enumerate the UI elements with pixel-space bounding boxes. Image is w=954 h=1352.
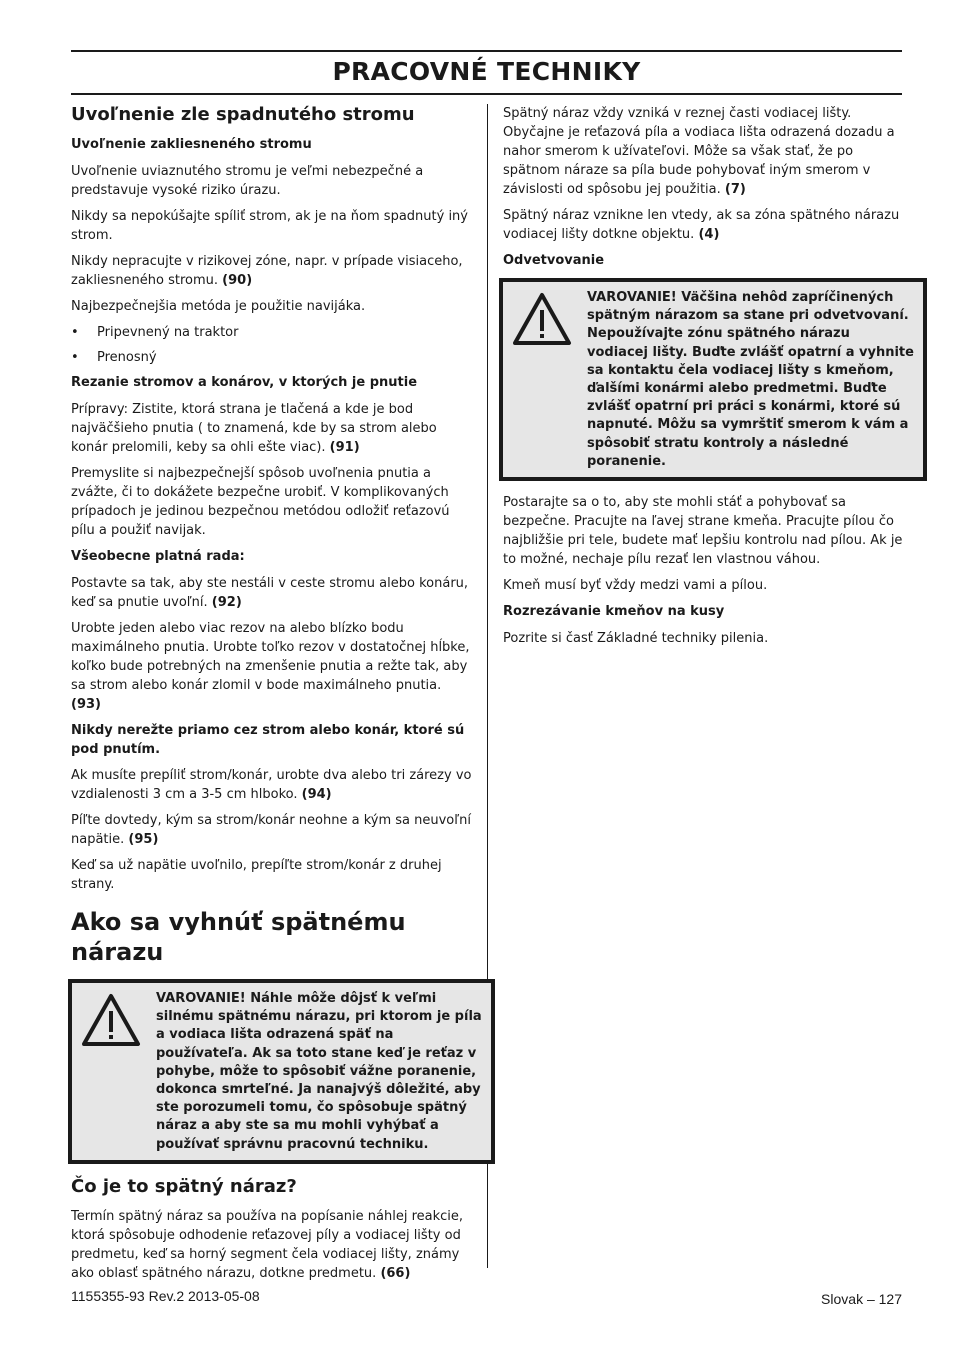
figure-ref: (95) — [128, 832, 159, 847]
paragraph: Najbezpečnejšia metóda je použitie navijáka. — [71, 299, 366, 314]
figure-ref: (4) — [698, 227, 720, 242]
paragraph: Ak musíte prepíliť strom/konár, urobte dva alebo tri zárezy vo vzdialenosti 3 cm a 3-5 cm hlboko. (94) — [71, 768, 472, 802]
page-title: PRACOVNÉ TECHNIKY — [332, 57, 641, 86]
warning-box — [68, 979, 495, 1164]
paragraph: Spätný náraz vznikne len vtedy, ak sa zóna spätného nárazu vodiacej lišty dotkne objektu. (4) — [503, 208, 900, 242]
figure-ref: (93) — [71, 697, 101, 712]
paragraph: Prípravy: Zistite, ktorá strana je tlačená a kde je bod najväčšieho pnutia ( to znamená, kde by sa strom alebo konár prelomili, keby sa ohli ešte viac). (91) — [71, 402, 437, 455]
subheading-general-advice: Všeobecne platná rada: — [71, 549, 245, 564]
paragraph: Postarajte sa o to, aby ste mohli stáť a pohybovať sa bezpečne. Pracujte na ľavej strane kmeňa. Pracujte pílou čo najbližšie pri tele, budete mať lepšiu kontrolu nad pílou. Ak je to možné, nechaje pílu rezať len vlastnou váhou. — [503, 495, 903, 568]
bullet-icon: • — [71, 350, 79, 365]
section-heading-stuck-tree: Uvoľnenie zle spadnutého stromu — [71, 104, 415, 125]
paragraph-bold: Nikdy nerežte priamo cez strom alebo konár, ktoré sú pod pnutím. — [71, 723, 465, 757]
subheading-stuck-tree: Uvoľnenie zakliesneného stromu — [71, 137, 312, 152]
paragraph: Kmeň musí byť vždy medzi vami a pílou. — [503, 578, 768, 594]
paragraph: Keď sa už napätie uvoľnilo, prepíľte strom/konár z druhej strany. — [71, 858, 442, 892]
paragraph: Nikdy nepracujte v rizikovej zóne, napr. v prípade visiaceho, zakliesneného stromu. (90) — [71, 254, 463, 288]
paragraph: Spätný náraz vždy vzniká v reznej časti vodiacej lišty. Obyčajne je reťazová píla a vodiaca lišta odrazená dozadu a nahor smerom k užívateľovi. Môže sa však stať, že po spätnom náraze sa píla bude pohybovať iným smerom v závislosti od spôsobu jej použitia. (7) — [503, 106, 895, 197]
paragraph: Termín spätný náraz sa používa na popísanie náhlej reakcie, ktorá spôsobuje odhodenie reťazovej píly a vodiacej lišty od predmetu, keď sa horný segment čela vodiacej lišty, známy ako oblasť spätného nárazu, dotkne predmetu. (66) — [71, 1208, 464, 1281]
paragraph: Urobte jeden alebo viac rezov na alebo blízko bodu maximálneho pnutia. Urobte toľko rezov v dostatočnej hĺbke, koľko bude potrebných na zmenšenie pnutia a režte tak, aby sa strom alebo konár zlomil v bode maximálneho pnutia. (93) — [71, 621, 470, 712]
section-heading-kickback: Ako sa vyhnúť spätnému nárazu — [71, 908, 406, 966]
page-number: Slovak – 127 — [821, 1291, 902, 1307]
figure-ref: (66) — [380, 1265, 411, 1281]
document-id: 1155355-93 Rev.2 2013-05-08 — [71, 1288, 260, 1304]
left-column — [71, 104, 482, 1290]
top-rule — [71, 50, 902, 52]
warning-text: VAROVANIE! Náhle môže dôjsť k veľmi silnému spätnému nárazu, pri ktorom je píla a vodiaca lišta odrazená späť na používateľa. Ak sa toto stane keď je reťaz v pohybe, môže to spôsobiť vážne poranenie, dokonca smrteľné. Ja nanajvýš dôležité, aby ste porozumeli tomu, čo spôsobuje spätný náraz a aby ste sa mu mohli vyhýbať a používať správnu pracovnú techniku. — [156, 991, 482, 1152]
warning-box — [499, 278, 927, 481]
warning-triangle-icon — [80, 990, 150, 1154]
subheading-bucking: Rozrezávanie kmeňov na kusy — [503, 604, 725, 620]
figure-ref: (90) — [222, 273, 253, 288]
subheading-tension-cutting: Rezanie stromov a konárov, v ktorých je pnutie — [71, 375, 418, 390]
subheading-limbing: Odvetvovanie — [503, 253, 605, 268]
figure-ref: (94) — [301, 787, 332, 802]
figure-ref: (92) — [211, 595, 242, 610]
title-rule — [71, 93, 902, 95]
paragraph: Pozrite si časť Základné techniky pilenia. — [503, 631, 769, 647]
list-item: • Pripevnený na traktor — [71, 325, 239, 340]
bullet-icon: • — [71, 325, 79, 340]
warning-text: VAROVANIE! Väčšina nehôd zapríčinených spätným nárazom sa stane pri odvetvovaní. Nepoužívajte zónu spätného nárazu vodiacej lišty. Buďte zvlášť opatrní a vyhnite sa kontaktu čela vodiacej lišty s kmeňom, ďalšími konármi alebo predmetmi. Buďte zvlášť opatrní pri práci s konármi, ktoré sú napnuté. Môžu sa vymrštiť smerom k vám a spôsobiť stratu kontroly a následné poranenie. — [587, 290, 914, 469]
paragraph: Uvoľnenie uviaznutého stromu je veľmi nebezpečné a predstavuje vysoké riziko úrazu. — [71, 164, 424, 198]
section-heading-what-is-kickback: Čo je to spätný náraz? — [71, 1175, 297, 1197]
paragraph: Postavte sa tak, aby ste nestáli v ceste stromu alebo konáru, keď sa pnutie uvoľní. (92) — [71, 576, 469, 610]
figure-ref: (7) — [724, 182, 746, 197]
bullet-list — [71, 323, 472, 367]
paragraph: Premyslite si najbezpečnejší spôsob uvoľnenia pnutia a zvážte, či to dokážete bezpečne urobiť. V komplikovaných prípadoch je jedinou bezpečnou metódou odložiť reťazovú pílu a použiť navijak. — [71, 466, 450, 538]
figure-ref: (91) — [329, 440, 360, 455]
list-item: • Prenosný — [71, 350, 157, 365]
paragraph: Píľte dovtedy, kým sa strom/konár neohne a kým sa neuvoľní napätie. (95) — [71, 813, 471, 847]
paragraph: Nikdy sa nepokúšajte spíliť strom, ak je na ňom spadnutý iný strom. — [71, 209, 468, 243]
warning-triangle-icon — [511, 289, 581, 471]
right-column — [503, 104, 912, 655]
